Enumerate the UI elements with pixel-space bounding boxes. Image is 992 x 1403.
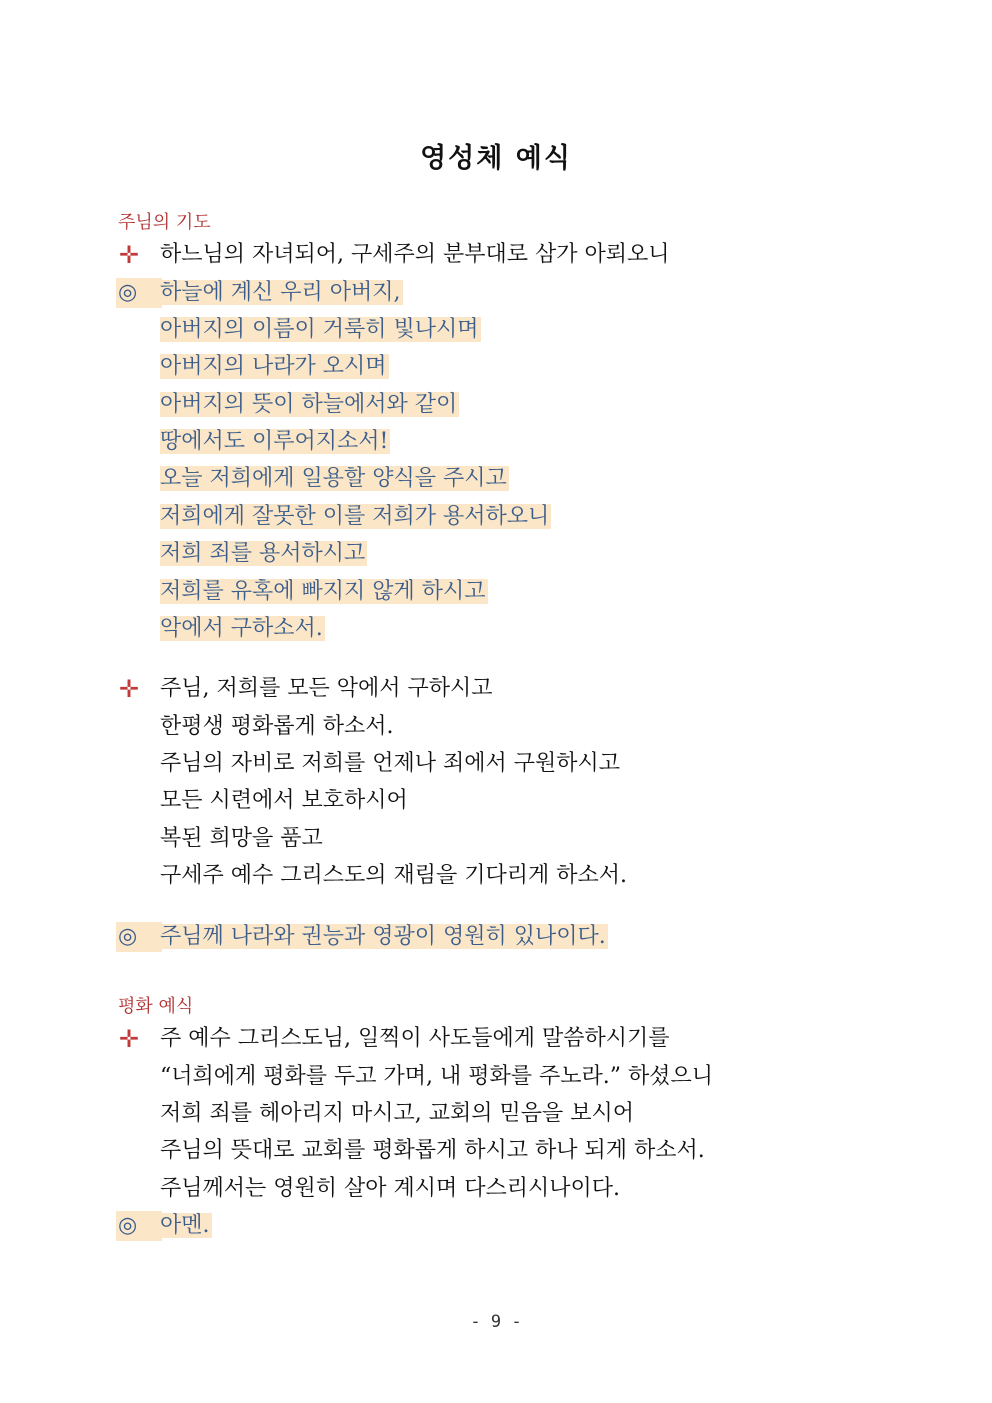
priest-line: 구세주 예수 그리스도의 재림을 기다리게 하소서.: [160, 863, 628, 888]
priest-line: 주님께서는 영원히 살아 계시며 다스리시나이다.: [160, 1176, 621, 1201]
people-line: 아멘.: [160, 1213, 210, 1238]
people-line: 하늘에 계신 우리 아버지,: [160, 280, 401, 305]
priest-line: “너희에게 평화를 두고 가며, 내 평화를 주노라.” 하셨으니: [160, 1064, 713, 1089]
priest-line: 주님, 저희를 모든 악에서 구하시고: [160, 676, 493, 701]
people-line: 주님께 나라와 권능과 영광이 영원히 있나이다.: [160, 924, 606, 949]
priest-cross-icon: ✛: [119, 1025, 140, 1053]
priest-line: 주님의 뜻대로 교회를 평화롭게 하시고 하나 되게 하소서.: [160, 1138, 705, 1163]
priest-line: 한평생 평화롭게 하소서.: [160, 714, 394, 739]
people-response-icon: ◎: [116, 1211, 162, 1241]
people-line: 악에서 구하소서.: [160, 616, 323, 641]
priest-line: 하느님의 자녀되어, 구세주의 분부대로 삼가 아뢰오니: [160, 242, 670, 267]
people-line: 땅에서도 이루어지소서!: [160, 429, 389, 454]
people-line: 저희 죄를 용서하시고: [160, 541, 366, 566]
priest-cross-icon: ✛: [119, 675, 140, 703]
people-response-icon: ◎: [116, 278, 162, 308]
people-line: 저희에게 잘못한 이를 저희가 용서하오니: [160, 504, 550, 529]
people-line: 아버지의 뜻이 하늘에서와 같이: [160, 392, 458, 417]
people-line: 아버지의 나라가 오시며: [160, 354, 387, 379]
people-response-icon: ◎: [116, 922, 162, 952]
people-line: 오늘 저희에게 일용할 양식을 주시고: [160, 466, 507, 491]
priest-line: 모든 시련에서 보호하시어: [160, 788, 408, 813]
priest-line: 복된 희망을 품고: [160, 826, 323, 851]
priest-cross-icon: ✛: [119, 241, 140, 269]
page-number: - 9 -: [470, 1312, 522, 1332]
people-line: 저희를 유혹에 빠지지 않게 하시고: [160, 579, 486, 604]
people-line: 아버지의 이름이 거룩히 빛나시며: [160, 317, 479, 342]
priest-line: 주님의 자비로 저희를 언제나 죄에서 구원하시고: [160, 751, 621, 776]
page-title: 영성체 예식: [420, 143, 572, 174]
section-heading-lords-prayer: 주님의 기도: [118, 212, 211, 233]
section-heading-peace-rite: 평화 예식: [118, 996, 194, 1017]
priest-line: 주 예수 그리스도님, 일찍이 사도들에게 말씀하시기를: [160, 1026, 670, 1051]
priest-line: 저희 죄를 헤아리지 마시고, 교회의 믿음을 보시어: [160, 1101, 634, 1126]
